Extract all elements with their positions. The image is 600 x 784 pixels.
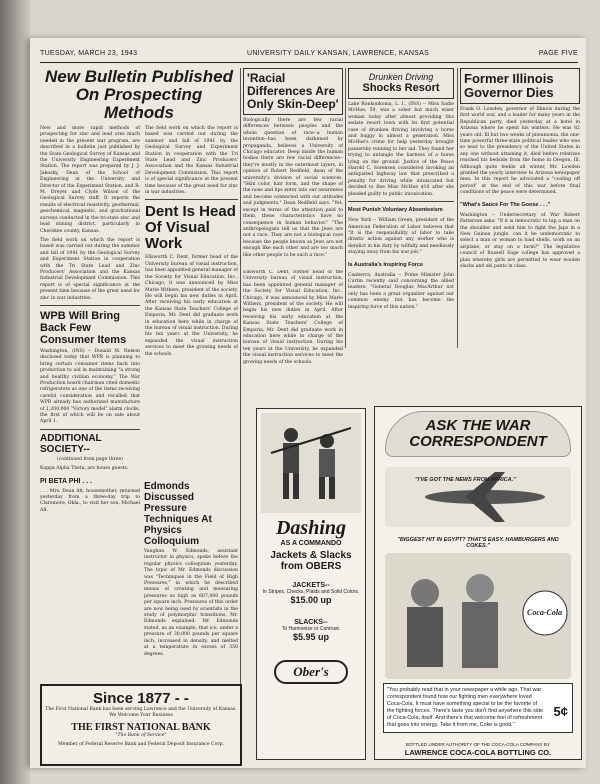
commando-soldiers-icon xyxy=(261,413,361,513)
racial-headline: 'Racial Differences Are Only Skin-Deep' xyxy=(247,71,339,111)
bulletin-body: New and more rapid methods of prospecting for zinc and lead ores much needed in the present war program, are described in a bulletin just published by the State Geological Survey of Kansas and the University Engineering Experiment Station. The report was prepared by J. J. Jakosky, Dean of the School of Engineering at the University and Director of the Experiment Station, and R. M. Dreyer and Clyde Wilson of the Geological Survey staff. It reports the results of electrical resistivity, geothermal, geochemical, magnetic, and gravitational surveys conducted in the tri-state zinc and lead mining district, particularly in Cherokee county, Kansas. xyxy=(40,126,140,234)
masthead-page: PAGE FIVE xyxy=(538,50,578,57)
column-rule xyxy=(345,68,346,348)
society-headline: ADDITIONAL SOCIETY-- xyxy=(40,432,102,455)
column-3 xyxy=(348,68,454,398)
bank-line-1: The First National Bank has been serving Lawrence and the University of Kansas. xyxy=(45,707,237,712)
as-commando: AS A COMMANDO xyxy=(280,540,342,547)
australia-headline: Is Australia's Inspiring Force xyxy=(348,261,424,268)
labor-headline: Most Punish Voluntary Absenteeism xyxy=(348,207,443,214)
column-rule xyxy=(457,68,458,348)
slacks-desc: To Harmonize or Contrast. xyxy=(281,626,341,632)
airplane-icon xyxy=(385,467,571,527)
bulletin-headline: New Bulletin Published On Prospecting Methods xyxy=(45,68,233,122)
goose-headline: "What's Sauce For The Goose . . ." xyxy=(460,201,551,208)
pi-beta-phi: PI BETA PHI . . . xyxy=(40,477,93,485)
society-sub: (continued from page three) xyxy=(57,456,123,462)
driving-kicker: Drunken Driving xyxy=(368,72,434,82)
masthead-date: TUESDAY, MARCH 23, 1943 xyxy=(40,50,138,57)
column-4 xyxy=(460,68,580,398)
column-rule xyxy=(240,68,241,758)
bank-line-2: We Welcome Your Business xyxy=(109,713,173,718)
coke-body: "You probably read that in your newspaper a while ago. That war correspondent found how our fighting men everywhere loved Coca-Cola. It must have something special to be the favorite of the fighting forces. There's taste you don't find anywhere this side of Coca-Cola, itself. And there's that welcome feel of refreshment that goes into energy. Take it from me, Coke is good." xyxy=(387,687,543,728)
society-body: Kappa Alpha Theta, are house guests. xyxy=(40,466,129,472)
coke-copy xyxy=(383,683,573,733)
edmonds-column xyxy=(144,478,238,678)
driving-headline: Shocks Resort xyxy=(362,82,440,94)
bottled-line: BOTTLED UNDER AUTHORITY OF THE COCA-COLA COMPANY BY xyxy=(405,742,551,747)
masthead xyxy=(40,50,578,63)
since-1877: Since 1877 - - xyxy=(93,690,189,707)
dent-continued-column xyxy=(243,270,343,415)
coca-cola-logo: Coca-Cola xyxy=(527,608,563,617)
ask-war-correspondent-banner: ASK THE WAR CORRESPONDENT xyxy=(385,411,571,457)
racial-body: Biologically there are few racial differences between peoples and the whole question of race--a human invention--has been darkened by propaganda, believes a University of Chicago educator. Deep inside the human bodies there are few racial differences--they're mostly in the outermost layers, in opinion of Robert Redfield, dean of the university's division of social sciences. "Skin color, hair form, and the shape of the nose and lips enter into our awareness and become connected with our attitudes and judgments," Dean Redfield says. "Yet, except in terms of the attention paid to them, these characteristics have no consequence in human behavior." "The anthropologists tell us that the Jews are not a race. They are not a biological race because the people known as Jews are not enough like each other and are too much like other people to be such a race." xyxy=(243,118,343,258)
slacks-label: SLACKS-- xyxy=(294,619,328,626)
jackets-slacks: Jackets & Slacks xyxy=(270,550,352,561)
goose-body: Washington -- Undersecretary of War Robert Patterson asks: "If it is democratic to tap a man on the shoulder and send him to fight the Japs in a New Guinea jungle, can it be undemocratic to select a man or woman to load shells, work on an airplane, or stay on a farm?" The legislative council of Russell Sage college has approved a plan whereby girls are permitted to wear woolen slacks and ski pants in class. xyxy=(460,212,580,269)
soldiers-drinking-illustration xyxy=(385,553,571,679)
dashing-title: Dashing xyxy=(275,517,347,539)
bulletin-body-2: The field work on which the report is based was carried out during the summer and fall of 1941 by the Geological Survey and Experiment Station in cooperation with the Tri State Lead and Zinc Producers' Association and the Kansas Industrial Development Commission. This report is of special significance at the present time because of the great need for zinc in war industries. xyxy=(40,237,140,301)
airplane-illustration xyxy=(385,467,571,527)
obers-ad xyxy=(256,408,366,760)
jackets-label: JACKETS-- xyxy=(292,582,330,589)
dent-body-continued: Ellsworth C. Dent, former head of the University bureau of visual instruction, has been appointed general manager of the Society for Visual Education, Inc., Chicago, it was announced by Miss Marie Withers, president of the society. He will begin his new duties in April. After receiving his early education at the Kansas State Teachers' College of Emporia, Mr. Dent did graduate work in education here while in charge of the bureau of visual instruction. During his ten years at the University, he expanded the visual instruction services to meet the growing needs of the schools. xyxy=(243,270,343,365)
wpb-body: Washington, (INS) -- Donald M. Nelson disclosed today that WPB is planning to bring certain consumer items back into production to aid in maintaining "a strong and healthy civilian economy." The War Production board chairman cited domestic refrigerators as one of the items receiving careful consideration and recalled that WPB already has authorized manufacture of 1,200,000 "Victory model" alarm clocks, the first of which will be on sale about April 1. xyxy=(40,348,140,425)
pi-beta-phi-body: . . . Mrs. Dean Alt, housemother, returned yesterday from a three-day trip to Claremore, Okla., to visit her son, Michael Alt. xyxy=(40,488,140,513)
driving-body: Lake Ronkonkoma, L. I., (INS) -- Miss Sadie McHue, 59, was a sober but much wiser woman today after almost providing this sedate resort town with its first potential case of drunken driving involving a horse and buggy in almost a generation. Miss McHue's crime for help yesterday brought passersby running to her aid. They found her trying to untangle the harness of a horse lying on the ground. Justice of the Peace Harold C. Sorensen considered invoking an antiquated highway law that prescribed a penalty for driving while intoxicated but decided to fine Miss McHue $10 after she pleaded guilty to public intoxication. xyxy=(348,102,454,197)
masthead-paper: UNIVERSITY DAILY KANSAN, LAWRENCE, KANSAS xyxy=(247,50,430,57)
edmonds-headline: Edmonds Discussed Pressure Techniques At Physics Colloquium xyxy=(144,481,212,547)
australia-body: Canberra, Australia -- Prime Minister John Curtin recently said concerning the allied leaders: "General Douglas MacArthur not only has been a great organizer against our common enemy but has become the inspiring force of this nation." xyxy=(348,272,454,310)
lowden-body: Frank O. Lowden, governor of Illinois during the first world war, and a leader for many years in the Republican party, died yesterday at a hotel in Arizona where he spent his winters. He was 82 years old. Ill but two weeks of pneumonia, the one-time powerful three-state political leader who was so near to the presidency of the United States in any one without attaining it, died before relatives reached his bedside from the home in Oregon, Ill. Although quite feeble all winter, Mr. Lowden granted the yearly interview to Arizona newspaper men. In this report he advocated a "cooling off period" at the end of this war before final conditions of the peace were determined. xyxy=(460,107,580,196)
coke-price: 5¢ xyxy=(553,704,568,719)
bottling-company: LAWRENCE COCA-COLA BOTTLING CO. xyxy=(404,748,552,757)
quote-egypt: "BIGGEST HIT IN EGYPT? THAT'S EASY. HAMBURGERS AND COKES." xyxy=(397,537,559,549)
edmonds-body: Vaughan W. Edmonds, assistant instructor in physics, spoke before the regular physics colloquium yesterday. The topic of Mr. Edmonds discussion was "Techniques in the Field of High Pressures," in which he described means of creating and measuring pressures as high as 607,000 pounds per square inch. Pressures of this order are now being used by scientists in the study of polymorphic transitions, Mr. Edmonds explained. Mr. Edmonds stated, as an example, that ice, under a pressure of 30,000 pounds per square inch, increased in density, and melted at a temperature in excess of 350 degrees. xyxy=(144,549,238,657)
newspaper-page xyxy=(30,38,586,768)
labor-body: New York -- William Green, president of the American Federation of Labor believes that "It is the responsibility of labor to take drastic action against any worker who is derelict in his duty by wilfully and needlessly staying away from his war job." xyxy=(348,218,454,256)
from-obers: from OBERS xyxy=(280,561,342,572)
lowden-headline: Former Illinois Governor Dies xyxy=(464,71,554,100)
dent-headline: Dent Is Head Of Visual Work xyxy=(145,203,236,253)
bulletin-continued: The field work on which the report is based was carried out during the summer and fall of 1941 by the Geological Survey and Experiment Station in cooperation with the Tri State Lead and Zinc Producers' Association and the Kansas Industrial Development Commission. This report is of special significance at the present time because of the great need for zinc in war industries. xyxy=(145,126,238,196)
bank-footer: Member of Federal Reserve Bank and Federal Deposit Insurance Corp. xyxy=(58,742,224,747)
bank-motto: "The Bank of Service" xyxy=(115,733,167,738)
first-national-bank-ad xyxy=(40,684,242,766)
jackets-desc: In Stripes, Checks, Plaids and Solid Colors. xyxy=(262,589,360,595)
bank-name: THE FIRST NATIONAL BANK xyxy=(71,722,211,733)
obers-logo: Ober's xyxy=(274,660,348,684)
wpb-headline: WPB Will Bring Back Few Consumer Items xyxy=(40,309,127,346)
jackets-price: $15.00 up xyxy=(290,595,332,605)
coca-cola-ad xyxy=(374,406,582,760)
soldiers-illustration xyxy=(261,413,361,513)
slacks-price: $5.95 up xyxy=(292,632,330,642)
dent-body: Ellsworth C. Dent, former head of the University bureau of visual instruction, has been appointed general manager of the Society for Visual Education, Inc., Chicago, it was announced by Miss Marie Withers, president of the society. He will begin his new duties in April. After receiving his early education at the Kansas State Teachers' College of Emporia, Mr. Dent did graduate work in education here while in charge of the bureau of visual instruction. During his ten years at the University, he expanded the visual instruction services to meet the growing needs of the schools. xyxy=(145,255,238,357)
binding-gutter xyxy=(0,0,30,784)
quote-africa: "I'VE GOT THE NEWS FROM AFRICA." xyxy=(415,477,516,483)
